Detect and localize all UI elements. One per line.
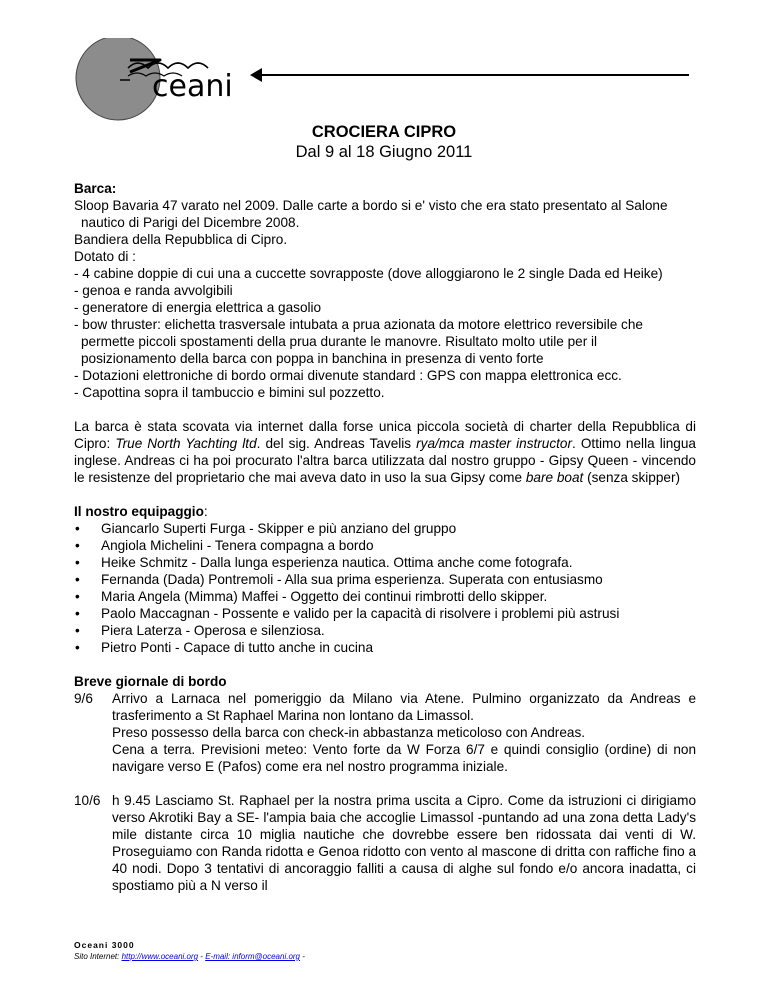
footer-org: Oceani 3000 (74, 940, 135, 950)
crew-member: • Paolo Maccagnan - Possente e valido per la capacità di risolvere i problemi più astrusi (74, 605, 696, 622)
oceani-logo (72, 38, 692, 128)
log-paragraph: Preso possesso della barca con check-in abbastanza meticoloso con Andreas. (112, 725, 586, 740)
charter-paragraph: La barca è stata scovata via internet dalla forse unica piccola società di charter della Repubblica di Cipro: True North Yachting ltd. del sig. Andreas Tavelis rya/mca master instructor. Ottimo nella lingua inglese. Andreas ci ha poi procurato l'altra barca utilizzata dal nostro gruppo - Gipsy Queen - vincendo le resistenze del proprietario che mai aveva dato in uso la sua Gipsy come bare boat (senza skipper) (74, 419, 696, 485)
logo-wordmark: ceani (152, 69, 233, 104)
crew-member: • Pietro Ponti - Capace di tutto anche in cucina (74, 639, 696, 656)
section-heading-barca: Barca: (74, 181, 117, 196)
log-entry-body (112, 792, 696, 894)
crew-member: • Giancarlo Superti Furga - Skipper e più anziano del gruppo (74, 520, 696, 537)
log-entry (74, 690, 696, 775)
footer-contacts: Sito Internet: http://www.oceani.org - E-mail: inform@oceani.org - (74, 952, 305, 961)
log-entry-date: 9/6 (74, 691, 93, 706)
barca-item: - generatore di energia elettrica a gasolio (74, 300, 322, 315)
log-entry (74, 792, 696, 894)
email-link[interactable]: E-mail: inform@oceani.org (205, 952, 301, 961)
log-paragraph: Arrivo a Larnaca nel pomeriggio da Milano via Atene. Pulmino organizzato da Andreas e trasferimento a St Raphael Marina non lontano da Limassol. (112, 691, 696, 723)
section-heading-log: Breve giornale di bordo (74, 674, 227, 689)
log-paragraph: Cena a terra. Previsioni meteo: Vento forte da W Forza 6/7 e quindi consiglio (ordine) di non navigare verso E (Pafos) come era nel nostro programma iniziale. (112, 742, 696, 774)
bare-boat-term: bare boat (525, 470, 584, 485)
log-entry-date: 10/6 (74, 793, 101, 808)
barca-flag: Bandiera della Repubblica di Cipro. (74, 232, 288, 247)
crew-list (74, 520, 696, 656)
crew-member: • Maria Angela (Mimma) Maffei - Oggetto dei continui rimbrotti dello skipper. (74, 588, 696, 605)
barca-item: - Capottina sopra il tambuccio e bimini sul pozzetto. (74, 385, 385, 400)
page-subtitle-dates: Dal 9 al 18 Giugno 2011 (295, 143, 473, 161)
section-heading-crew: Il nostro equipaggio: (74, 504, 208, 519)
charter-role: rya/mca master instructor (416, 436, 573, 451)
barca-item: - 4 cabine doppie di cui una a cuccette sovrapposte (dove alloggiarono le 2 single Dada ed Heike) (74, 266, 663, 281)
crew-member: • Heike Schmitz - Dalla lunga esperienza nautica. Ottima anche come fotografa. (74, 554, 696, 571)
page-footer (74, 940, 305, 962)
crew-member: • Piera Laterza - Operosa e silenziosa. (74, 622, 696, 639)
charter-company: True North Yachting ltd (115, 436, 257, 451)
barca-equipped: Dotato di : (74, 249, 136, 264)
barca-item: - Dotazioni elettroniche di bordo ormai divenute standard : GPS con mappa elettronica ecc. (74, 368, 622, 383)
page-title: CROCIERA CIPRO (311, 123, 457, 141)
barca-intro: Sloop Bavaria 47 varato nel 2009. Dalle carte a bordo si e' visto che era stato presentato al Salone nautico di Parigi del Dicembre 2008. (74, 198, 668, 230)
website-link[interactable]: http://www.oceani.org (121, 952, 199, 961)
crew-member: • Angiola Michelini - Tenera compagna a bordo (74, 537, 696, 554)
title-block (0, 122, 768, 162)
crew-member: • Fernanda (Dada) Pontremoli - Alla sua prima esperienza. Superata con entusiasmo (74, 571, 696, 588)
barca-item: - bow thruster: elichetta trasversale intubata a prua azionata da motore elettrico reversibile che permette piccoli spostamenti della prua durante le manovre. Risultato molto utile per il posizionamento della barca con poppa in banchina in presenza di vento forte (74, 317, 643, 366)
log-entry-body (112, 690, 696, 775)
document-body (74, 180, 696, 894)
log-paragraph: h 9.45 Lasciamo St. Raphael per la nostra prima uscita a Cipro. Come da istruzioni ci dirigiamo verso Akrotiki Bay a SE- l'ampia baia che accoglie Limassol -puntando ad una zona detta Lady's mile distante circa 10 miglia nautiche che dovrebbe essere ben ridossata dai venti di W. Proseguiamo con Randa ridotta e Genoa ridotto con vento al mascone di dritta con raffiche fino a 40 nodi. Dopo 3 tentativi di ancoraggio falliti a causa di alghe sul fondo e/o ancora inadatta, ci spostiamo più a N verso il (112, 793, 696, 893)
oceani-logo-icon (72, 38, 692, 128)
barca-item: - genoa e randa avvolgibili (74, 283, 233, 298)
